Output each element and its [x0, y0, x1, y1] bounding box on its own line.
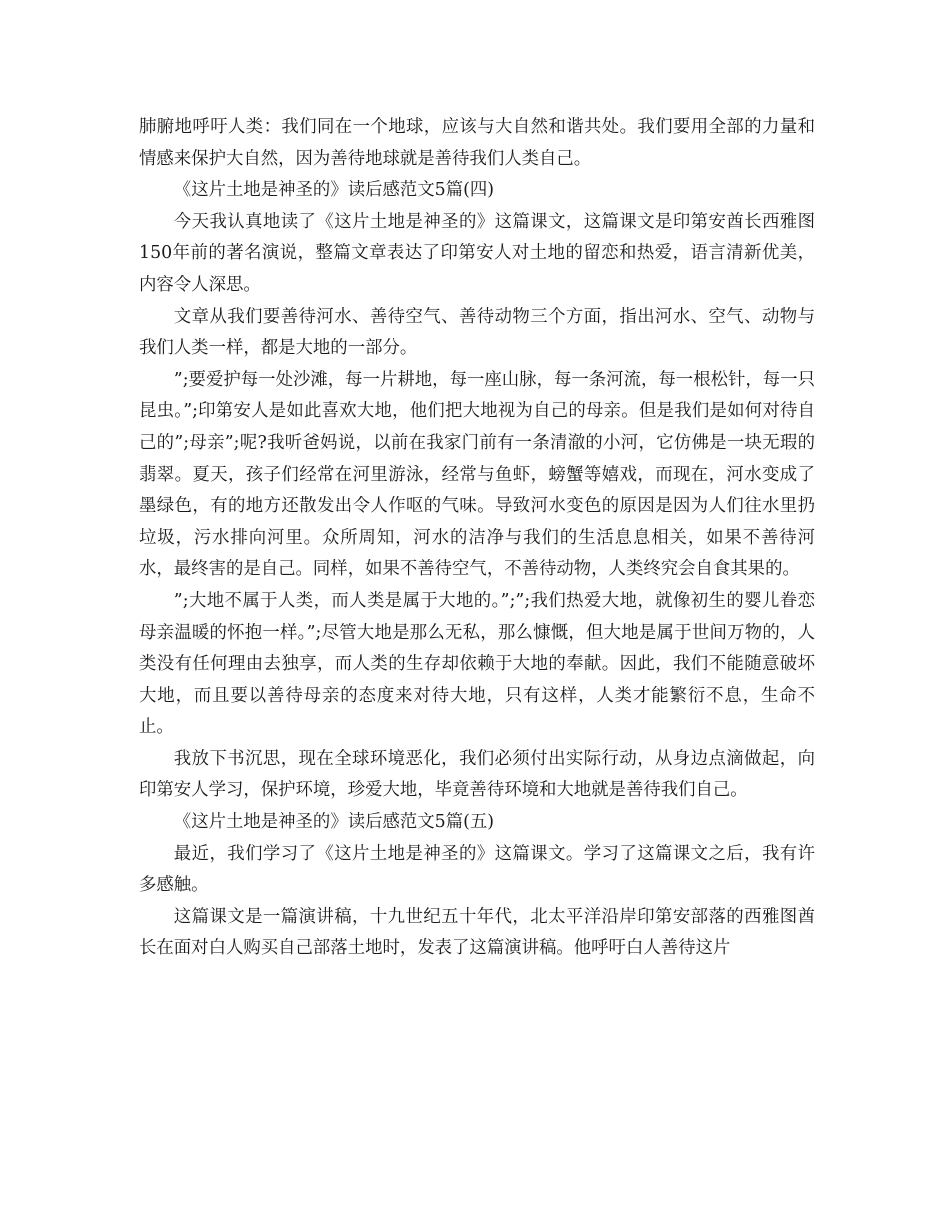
section-heading-five: 《这片土地是神圣的》读后感范文5篇(五) — [173, 812, 495, 833]
paragraph: 今天我认真地读了《这片土地是神圣的》这篇课文，这篇课文是印第安酋长西雅图150年前的著名演说，整篇文章表达了印第安人对土地的留恋和热爱，语言清新优美，内容令人深思。 — [139, 211, 815, 295]
document-body — [139, 112, 815, 965]
paragraph: 我放下书沉思，现在全球环境恶化，我们必须付出实际行动，从身边点滴做起，向印第安人学习，保护环境，珍爱大地，毕竟善待环境和大地就是善待我们自己。 — [139, 748, 815, 801]
paragraph: ”;要爱护每一处沙滩，每一片耕地，每一座山脉，每一条河流，每一根松针，每一只昆虫。”;印第安人是如此喜欢大地，他们把大地视为自己的母亲。但是我们是如何对待自己的”;母亲”;呢?我听爸妈说，以前在我家门前有一条清澈的小河，它仿佛是一块无瑕的翡翠。夏天，孩子们经常在河里游泳，经常与鱼虾，螃蟹等嬉戏，而现在，河水变成了墨绿色，有的地方还散发出令人作呕的气味。导致河水变色的原因是因为人们往水里扔垃圾，污水排向河里。众所周知，河水的洁净与我们的生活息息相关，如果不善待河水，最终害的是自己。同样，如果不善待空气，不善待动物，人类终究会自食其果的。 — [139, 369, 815, 580]
section-heading-four: 《这片土地是神圣的》读后感范文5篇(四) — [173, 180, 495, 201]
paragraph-continuation: 肺腑地呼吁人类：我们同在一个地球，应该与大自然和谐共处。我们要用全部的力量和情感来保护大自然，因为善待地球就是善待我们人类自己。 — [139, 117, 815, 169]
paragraph: 文章从我们要善待河水、善待空气、善待动物三个方面，指出河水、空气、动物与我们人类一样，都是大地的一部分。 — [139, 306, 815, 359]
paragraph: ”;大地不属于人类，而人类是属于大地的。”;”;我们热爱大地，就像初生的婴儿眷恋母亲温暖的怀抱一样。”;尽管大地是那么无私，那么慷慨，但大地是属于世间万物的，人类没有任何理由去独享，而人类的生存却依赖于大地的奉献。因此，我们不能随意破坏大地，而且要以善待母亲的态度来对待大地，只有这样，人类才能繁衍不息，生命不止。 — [139, 590, 815, 738]
paragraph: 这篇课文是一篇演讲稿，十九世纪五十年代，北太平洋沿岸印第安部落的西雅图酋长在面对白人购买自己部落土地时，发表了这篇演讲稿。他呼吁白人善待这片 — [139, 906, 815, 959]
paragraph: 最近，我们学习了《这片土地是神圣的》这篇课文。学习了这篇课文之后，我有许多感触。 — [139, 843, 815, 896]
